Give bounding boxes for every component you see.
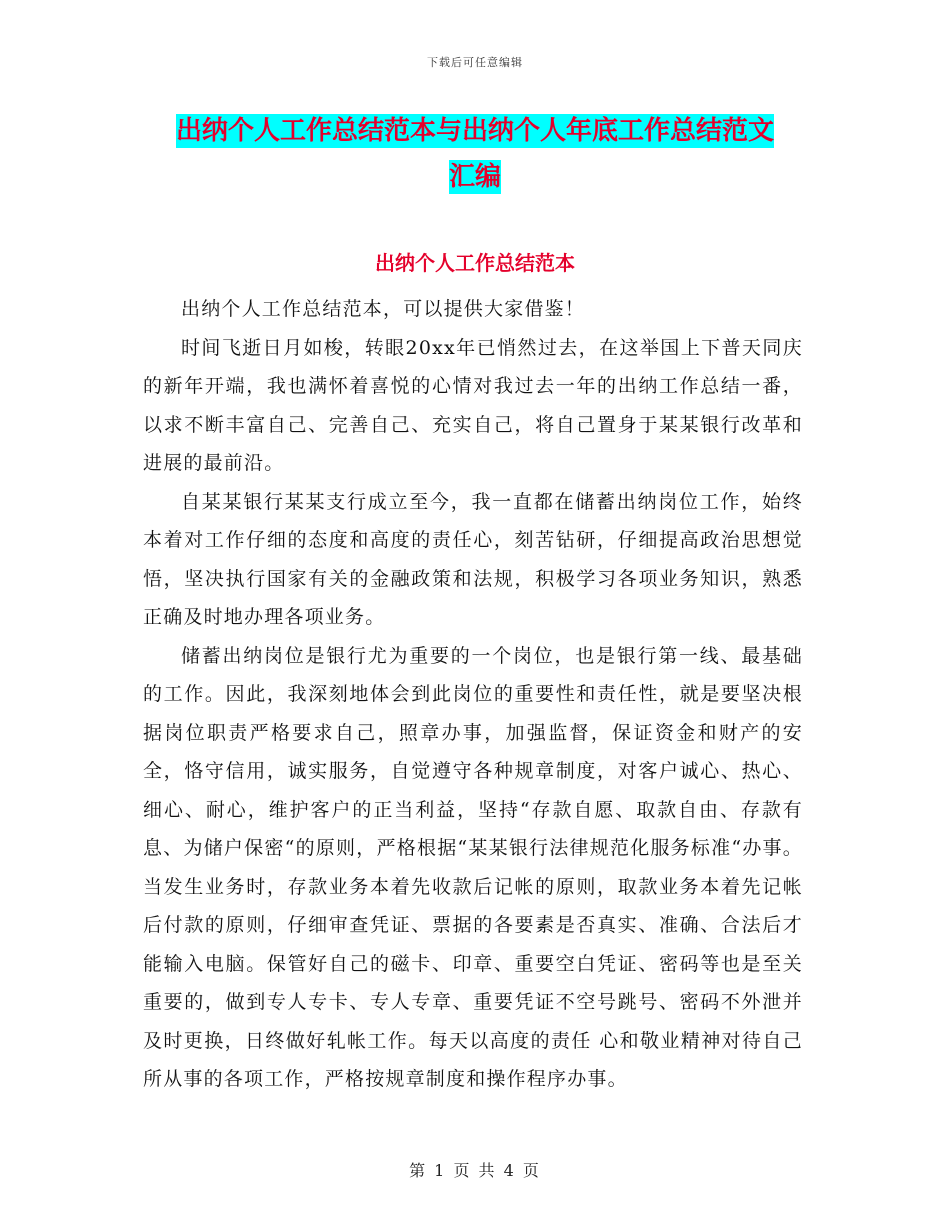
page-header: 下载后可任意编辑 <box>427 56 523 69</box>
document-title-line-2: 汇编 <box>448 162 501 192</box>
section-title: 出纳个人工作总结范本 <box>375 251 575 275</box>
document-title <box>140 108 810 200</box>
page-number: 第 1 页 共 4 页 <box>409 1161 541 1180</box>
document-body <box>143 290 803 1099</box>
paragraph-opening: 时间飞逝日月如梭，转眼20xx年已悄然过去，在这举国上下普天同庆的新年开端，我也满怀着喜悦的心情对我过去一年的出纳工作总结一番，以求不断丰富自己、完善自己、充实自己，将自己置身于某某银行改革和进展的最前沿。 <box>143 336 803 474</box>
paragraph-background: 自某某银行某某支行成立至今，我一直都在储蓄出纳岗位工作，始终本着对工作仔细的态度和高度的责任心，刻苦钻研，仔细提高政治思想觉悟，坚决执行国家有关的金融政策和法规，积极学习各项业务知识，熟悉正确及时地办理各项业务。 <box>143 490 803 628</box>
document-title-line-1: 出纳个人工作总结范本与出纳个人年底工作总结范文 <box>175 116 774 146</box>
paragraph-intro: 出纳个人工作总结范本，可以提供大家借鉴！ <box>181 298 586 320</box>
paragraph-duties: 储蓄出纳岗位是银行尤为重要的一个岗位，也是银行第一线、最基础的工作。因此，我深刻地体会到此岗位的重要性和责任性，就是要坚决根据岗位职责严格要求自己，照章办事，加强监督，保证资金和财产的安全，恪守信用，诚实服务，自觉遵守各种规章制度，对客户诚心、热心、细心、耐心，维护客户的正当利益，坚持“存款自愿、取款自由、存款有息、为储户保密“的原则，严格根据“某某银行法律规范化服务标准“办事。当发生业务时，存款业务本着先收款后记帐的原则，取款业务本着先记帐后付款的原则，仔细审查凭证、票据的各要素是否真实、准确、合法后才能输入电脑。保管好自己的磁卡、印章、重要空白凭证、密码等也是至关重要的，做到专人专卡、专人专章、重要凭证不空号跳号、密码不外泄并及时更换，日终做好轧帐工作。每天以高度的责任 心和敬业精神对待自己所从事的各项工作，严格按规章制度和操作程序办事。 <box>143 644 803 1090</box>
